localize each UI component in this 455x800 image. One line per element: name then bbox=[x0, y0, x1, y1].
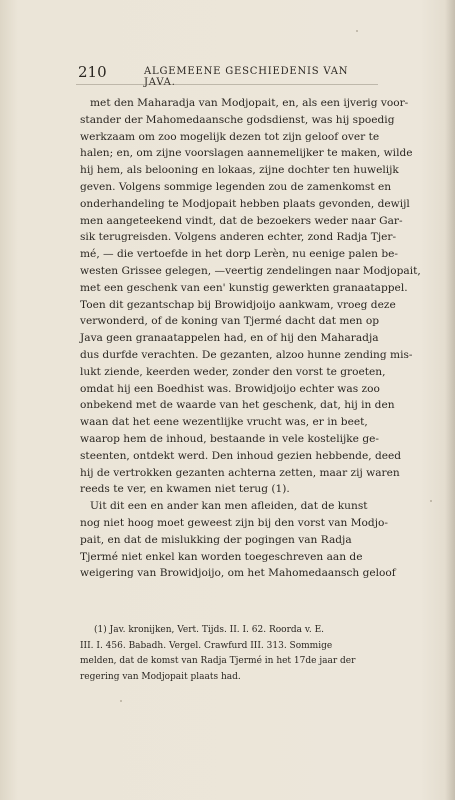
paper-speck bbox=[356, 30, 358, 32]
text-line: lukt ziende, keerden weder, zonder den vorst te groeten, bbox=[80, 365, 386, 378]
footnote-line: regering van Modjopait plaats had. bbox=[80, 672, 241, 683]
text-line: mé, — die vertoefde in het dorp Lerèn, nu eenige palen be- bbox=[80, 248, 398, 261]
text-line: hij hem, als belooning en lokaas, zijne dochter ten huwelijk bbox=[80, 164, 399, 177]
text-line: onderhandeling te Modjopait hebben plaats gevonden, dewijl bbox=[80, 197, 410, 210]
footnotes bbox=[80, 623, 380, 686]
text-line: dus durfde verachten. De gezanten, alzoo hunne zending mis- bbox=[80, 348, 413, 361]
page-edge-shadow bbox=[445, 0, 455, 800]
text-line: men aangeteekend vindt, dat de bezoekers weder naar Gar- bbox=[80, 214, 403, 227]
text-line: sik terugreisden. Volgens anderen echter, zond Radja Tjer- bbox=[80, 231, 397, 244]
text-line: westen Grissee gelegen, —veertig zendelingen naar Modjopait, bbox=[80, 264, 421, 277]
page-header bbox=[78, 63, 378, 88]
running-head: ALGEMEENE GESCHIEDENIS VAN JAVA. bbox=[144, 66, 349, 88]
text-line: stander der Mahomedaansche godsdienst, was hij spoedig bbox=[80, 113, 395, 126]
body-text bbox=[80, 95, 421, 582]
footnote-line: (1) Jav. kronijken, Vert. Tijds. II. I. 62. Roorda v. E. bbox=[94, 625, 325, 635]
text-line: met een geschenk van een' kunstig gewerkten granaatappel. bbox=[80, 281, 408, 294]
text-line: Toen dit gezantschap bij Browidjoijo aankwam, vroeg deze bbox=[80, 298, 396, 311]
paper-speck bbox=[120, 700, 122, 702]
text-line: steenten, ontdekt werd. Den inhoud gezien hebbende, deed bbox=[80, 449, 402, 462]
header-rule bbox=[76, 84, 378, 85]
text-line: waan dat het eene wezentlijke vrucht was, er in beet, bbox=[80, 416, 368, 429]
text-line: reeds te ver, en kwamen niet terug (1). bbox=[80, 483, 290, 496]
text-line: onbekend met de waarde van het geschenk, dat, hij in den bbox=[80, 399, 395, 412]
text-line: omdat hij een Boedhist was. Browidjoijo echter was zoo bbox=[80, 382, 380, 395]
text-line: Uit dit een en ander kan men afleiden, dat de kunst bbox=[90, 500, 368, 513]
text-line: waarop hem de inhoud, bestaande in vele kostelijke ge- bbox=[80, 432, 379, 445]
page-number: 210 bbox=[78, 63, 107, 81]
text-line: hij de vertrokken gezanten achterna zetten, maar zij waren bbox=[80, 466, 400, 479]
footnote-line: III. I. 456. Babadh. Vergel. Crawfurd III. 313. Sommige bbox=[80, 640, 333, 651]
text-line: verwonderd, of de koning van Tjermé dacht dat men op bbox=[80, 315, 380, 328]
text-line: Java geen granaatappelen had, en of hij den Maharadja bbox=[80, 332, 379, 345]
text-line: met den Maharadja van Modjopait, en, als een ijverig voor- bbox=[90, 97, 409, 109]
text-line: Tjermé niet enkel kan worden toegeschreven aan de bbox=[80, 550, 363, 563]
text-line: nog niet hoog moet geweest zijn bij den vorst van Modjo- bbox=[80, 516, 388, 529]
text-line: werkzaam om zoo mogelijk dezen tot zijn geloof over te bbox=[80, 130, 380, 143]
text-line: geven. Volgens sommige legenden zou de zamenkomst en bbox=[80, 180, 392, 193]
footnote-line: melden, dat de komst van Radja Tjermé in het 17de jaar der bbox=[80, 656, 356, 667]
text-line: weigering van Browidjoijo, om het Mahomedaansch geloof bbox=[80, 567, 396, 580]
text-line: pait, en dat de mislukking der pogingen van Radja bbox=[80, 533, 352, 546]
text-line: halen; en, om zijne voorslagen aannemelijker te maken, wilde bbox=[80, 147, 413, 160]
paper-speck bbox=[430, 500, 432, 502]
